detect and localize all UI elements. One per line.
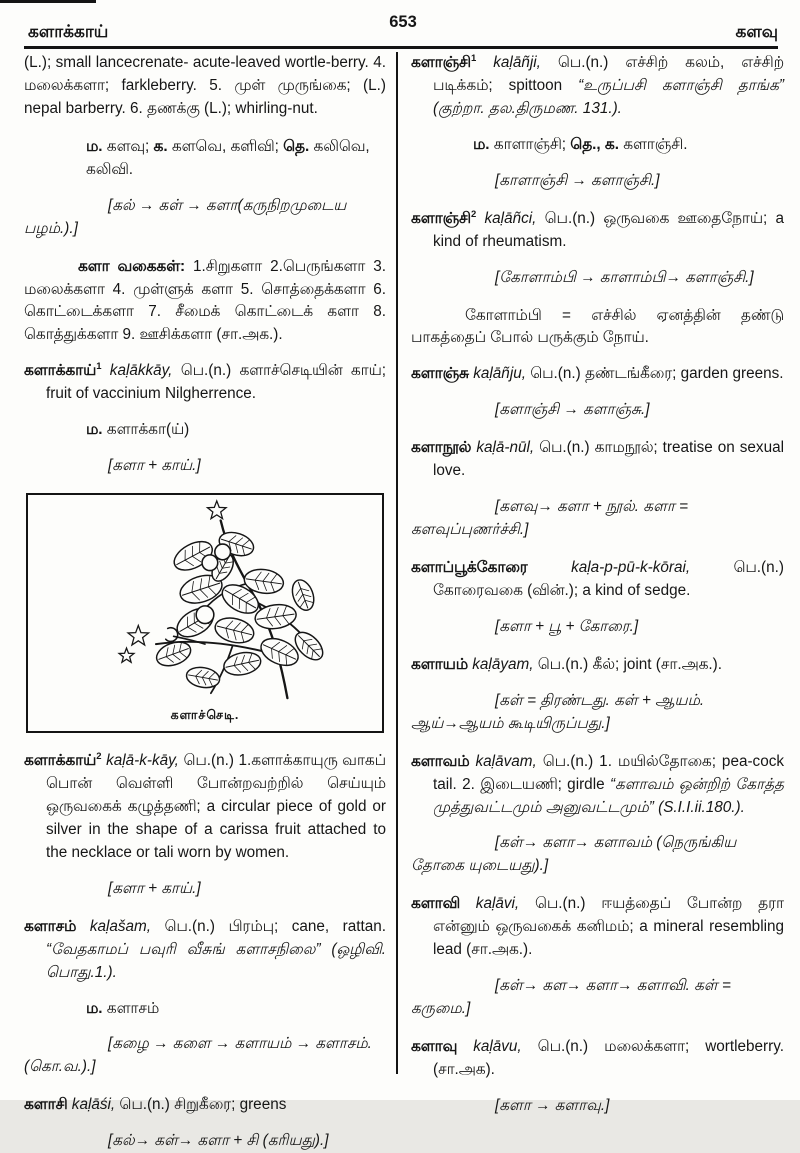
cognate-line (24, 136, 386, 182)
dictionary-entry (411, 893, 784, 962)
etymology-line (411, 616, 784, 639)
dictionary-entry (24, 360, 386, 406)
entry-continuation (24, 52, 386, 121)
transliteration: kaḷā-nūl, (471, 439, 535, 457)
body-text: பெ.(n.) கீல்; joint (சா.அக.). (533, 655, 722, 673)
transliteration: kaḷāñci, (476, 209, 537, 227)
headword: களாவி (411, 895, 460, 913)
headword: ம. (86, 137, 103, 155)
body-text: [காளாஞ்சி → களாஞ்சி.] (495, 171, 660, 189)
dictionary-entry (411, 751, 784, 820)
headword: தெ. (283, 137, 310, 155)
transliteration: kaḷašam, (76, 917, 152, 935)
plant-figure (26, 493, 384, 733)
left-column (24, 52, 396, 1150)
body-text: [களா + காய்.] (108, 879, 201, 897)
transliteration: kaḷa-p-pū-k-kōrai, (527, 559, 691, 576)
body-text: களாக்கா(ய்) (102, 421, 190, 439)
etymology-line (411, 690, 784, 736)
homograph-number: 2 (96, 750, 102, 762)
etymology-line (24, 1130, 386, 1153)
etymology-line (24, 1033, 386, 1079)
transliteration: kaḷāvi, (459, 895, 520, 913)
transliteration: kaḷāśi, (67, 1096, 116, 1114)
transliteration: kaḷākkāy, (101, 362, 173, 380)
body-text: களாஞ்சி. (618, 135, 688, 153)
body-text: பெ.(n.) 1. மயில்தோகை; pea-cock tail. 2. இடையணி; girdle (433, 752, 785, 793)
scan-edge-artifact (0, 0, 96, 3)
body-text: [கழை → களை → களாயம் → களாசம். (கொ.வ.).] (24, 1035, 372, 1076)
etymology-line (411, 399, 784, 422)
headword: களாஞ்சி (411, 54, 471, 71)
body-text: 1.சிறுகளா 2.பெருங்களா 3. மலைக்களா 4. முள்ளுக் களா 5. சொத்தைக்களா 6. கொட்டைக்களா 7. சீமைக் கொட்டைக் களா 8. கொத்துக்களா 9. ஊசிக்களா (சா.அக.). (24, 257, 386, 344)
header-guideword-left: களாக்காய் (28, 21, 109, 41)
headword: ம. (86, 421, 103, 439)
body-text: [களா + பூ + கோரை.] (495, 617, 639, 635)
body-text: [கல்→ கள்→ களா + சி (கரியது).] (108, 1132, 329, 1150)
dictionary-entry (24, 916, 386, 985)
dictionary-entry (411, 654, 784, 677)
note-paragraph (411, 305, 784, 351)
page-number: 653 (389, 13, 417, 31)
body-text: காளாஞ்சி; (489, 135, 571, 153)
transliteration: kaḷā-k-kāy, (101, 752, 179, 770)
cognate-line (24, 419, 386, 442)
body-text: [கோளாம்பி → காளாம்பி→ களாஞ்சி.] (495, 268, 754, 286)
etymology-line (24, 195, 386, 241)
headword: ம. (473, 135, 490, 153)
homograph-number: 1 (96, 361, 102, 373)
body-text: [களவு→ களா + நூல். களா = களவுப்புணர்ச்சி.] (411, 498, 689, 539)
body-text: பெ.(n.) மலைக்களா; wortleberry. (சா.அக). (433, 1038, 784, 1078)
etymology-line (411, 496, 784, 542)
body-text: பெ.(n.) எச்சிற் கலம், எச்சிற் படிக்கம்; spittoon (433, 54, 785, 94)
headword: களாக்காய் (24, 752, 97, 770)
body-text: [கல் → கள் → களா(கருநிறமுடைய பழம்.).] (24, 196, 347, 237)
running-header (28, 12, 778, 44)
dictionary-entry (24, 1094, 386, 1117)
dictionary-entry (24, 750, 386, 865)
body-text: [களா → களாவு.] (495, 1096, 610, 1114)
transliteration: “உருப்பசி களாஞ்சி தாங்க” (குற்றா. தல.திருமண. 131.). (433, 76, 785, 117)
body-text: களாசம் (102, 999, 160, 1017)
etymology-line (24, 455, 386, 478)
etymology-line (411, 1095, 784, 1118)
etymology-line (411, 975, 784, 1021)
headword: களா வகைகள்: (78, 257, 186, 275)
headword: களாவம் (411, 752, 470, 770)
homograph-number: 2 (471, 208, 477, 220)
transliteration: kaḷāñju, (469, 365, 526, 383)
transliteration: kaḷāvu, (457, 1038, 522, 1055)
body-text: பெ.(n.) களாச்செடியின் காய்; fruit of vaccinium Nilgherrence. (46, 362, 386, 403)
headword: களாவு (411, 1038, 458, 1055)
cognate-line (411, 134, 784, 157)
text-columns (24, 52, 785, 1150)
headword: களாசம் (24, 917, 77, 935)
headword: களாயம் (411, 655, 469, 673)
transliteration: “களாவம் ஒன்றிற் கோத்த முத்துவட்டமும் அனுவட்டமும்” (S.I.I.ii.180.). (433, 775, 784, 816)
headword: களாக்காய் (24, 362, 97, 380)
dictionary-entry (411, 1036, 784, 1082)
body-text: (L.); small lancecrenate- acute-leaved wortle-berry. 4. மலைக்களா; farkleberry. 5. முள் முருங்கை; (L.) nepal barberry. 6. தணக்கு (L.); whirling-nut. (24, 54, 386, 117)
cognate-line (24, 998, 386, 1021)
transliteration: kaḷāyam, (468, 655, 534, 673)
body-text: பெ.(n.) கோரைவகை (வின்.); a kind of sedge. (433, 559, 785, 599)
body-text: பெ.(n.) பிரம்பு; cane, rattan. (151, 917, 386, 935)
body-text: பெ.(n.) ஒருவகை ஊதைநோய்; a kind of rheumatism. (433, 209, 784, 250)
body-text: [களாஞ்சி → களாஞ்சு.] (495, 401, 650, 419)
etymology-line (24, 878, 386, 901)
headword: களாசி (24, 1096, 68, 1114)
headword: களாஞ்சு (411, 365, 469, 383)
body-text: பெ.(n.) சிறுகீரை; greens (115, 1096, 287, 1114)
body-text: பெ.(n.) 1.களாக்காயுரு வாகப் பொன் வெள்ளி போன்றவற்றில் செய்யும் ஒருவகைக் கழுத்தணி; a circular piece of gold or silver in the shape of a carissa fruit attached to the necklace or tali worn by women. (46, 752, 386, 861)
headword: ம. (86, 999, 103, 1017)
plant-illustration (28, 497, 382, 703)
body-text: கோளாம்பி = எச்சில் ஏனத்தின் தண்டு பாகத்தைப் போல் பருக்கும் நோய். (411, 306, 784, 347)
right-column (398, 52, 785, 1114)
body-text: [களா + காய்.] (108, 457, 201, 475)
etymology-line (411, 267, 784, 290)
body-text: [கள்→ கள→ களா→ களாவி. கள் = கருமை.] (411, 977, 731, 1018)
figure-caption: களாச்செடி. (170, 708, 240, 723)
transliteration: “வேதகாமப் பவுரி வீசுங் களாசநிலை” (ஒழிவி. பொது.1.). (46, 940, 386, 981)
body-text: கலிவெ, கலிவி. (86, 137, 370, 178)
body-text: பெ.(n.) தண்டங்கீரை; garden greens. (525, 365, 784, 383)
headword: களாப்பூக்கோரை (411, 559, 528, 576)
body-text: [கள்→ களா→ களாவம் (நெருங்கிய தோகை யுடையது).] (411, 834, 737, 875)
dictionary-entry (411, 363, 784, 386)
headword: களாஞ்சி (411, 209, 471, 227)
homograph-number: 1 (471, 52, 477, 64)
note-paragraph (24, 256, 386, 348)
body-text: பெ.(n.) ஈயத்தைப் போன்ற தரா என்னும் ஒருவகைக் கனிமம்; a mineral resembling lead (சா.அக.). (433, 895, 784, 959)
body-text: பெ.(n.) காமநூல்; treatise on sexual love. (433, 439, 784, 480)
dictionary-entry (411, 437, 784, 483)
headword: களாநூல் (411, 439, 472, 457)
dictionary-entry (411, 52, 784, 121)
dictionary-entry (411, 557, 784, 603)
body-text: [கள் = திரண்டது. கள் + ஆயம். ஆய்→ஆயம் கூடியிருப்பது.] (411, 691, 705, 732)
dictionary-entry (411, 208, 784, 254)
header-guideword-right: களவு (735, 21, 778, 41)
headword: தெ., க. (570, 135, 619, 153)
transliteration: kaḷāñji, (476, 54, 541, 71)
body-text: களவு; (102, 137, 154, 155)
headword: க. (153, 137, 168, 155)
header-rule (24, 46, 778, 49)
transliteration: kaḷāvam, (469, 752, 537, 770)
etymology-line (411, 832, 784, 878)
body-text: களவெ, களிவி; (167, 137, 284, 155)
etymology-line (411, 170, 784, 193)
